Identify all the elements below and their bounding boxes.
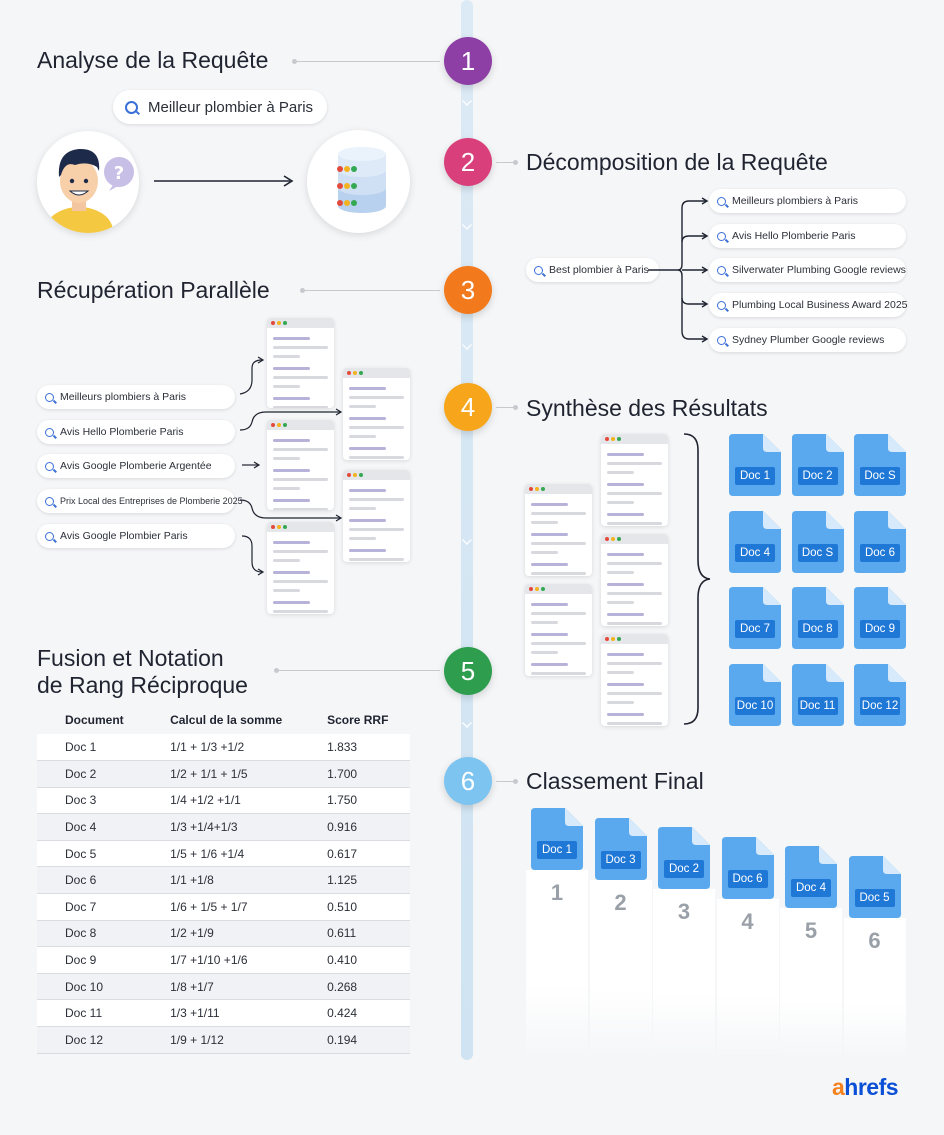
- retrieval-query-pill: Meilleurs plombiers à Paris: [37, 385, 235, 409]
- step-2-title: Décomposition de la Requête: [526, 149, 828, 175]
- result-page-card: [601, 434, 668, 526]
- source-query-pill: [526, 258, 659, 282]
- ranking-podium: [844, 918, 906, 1061]
- table-cell: 1/5 + 1/6 +1/4: [154, 840, 327, 867]
- document-label: Doc 1: [735, 467, 775, 485]
- step-2-marker: 2: [444, 138, 492, 186]
- search-icon: [717, 232, 726, 241]
- column-header: Calcul de la somme: [170, 713, 283, 727]
- document-label: Doc 9: [860, 620, 900, 638]
- retrieval-query-pill: Avis Hello Plomberie Paris: [37, 420, 235, 444]
- table-row: [37, 840, 410, 867]
- table-row: [37, 734, 410, 761]
- document-icon: [854, 587, 906, 649]
- document-icon: [849, 856, 901, 918]
- document-icon: [531, 808, 583, 870]
- document-label: Doc 8: [798, 620, 838, 638]
- document-label: Doc 1: [537, 841, 577, 859]
- svg-text:?: ?: [113, 163, 125, 184]
- document-icon: [595, 818, 647, 880]
- document-icon: [854, 434, 906, 496]
- table-cell: 1.700: [327, 761, 410, 788]
- table-cell: 1/1 + 1/3 +1/2: [154, 734, 327, 761]
- table-cell: 0.424: [327, 1000, 410, 1027]
- document-label: Doc 2: [798, 467, 838, 485]
- document-label: Doc 7: [735, 620, 775, 638]
- document-icon: [854, 664, 906, 726]
- table-cell: 0.611: [327, 920, 410, 947]
- document-label: Doc 4: [791, 879, 831, 897]
- table-row: [37, 1027, 410, 1054]
- table-cell: 1/2 +1/9: [154, 920, 327, 947]
- table-cell: 1/6 + 1/5 + 1/7: [154, 894, 327, 921]
- ranking-podium: [590, 880, 652, 1061]
- step-6-marker: 6: [444, 757, 492, 805]
- table-row: [37, 867, 410, 894]
- document-label: Doc 4: [735, 544, 775, 562]
- document-icon: [729, 587, 781, 649]
- document-icon: [729, 511, 781, 573]
- column-header: Document: [65, 713, 124, 727]
- ranking-podium: [780, 908, 842, 1060]
- document-icon: [792, 587, 844, 649]
- step-3-title: Récupération Parallèle: [37, 277, 270, 303]
- table-cell: Doc 2: [37, 761, 154, 788]
- step-4-marker: 4: [444, 383, 492, 431]
- step-4-title: Synthèse des Résultats: [526, 395, 768, 421]
- connector: [302, 290, 440, 291]
- document-label: Doc 11: [798, 697, 838, 715]
- table-cell: Doc 11: [37, 1000, 154, 1027]
- table-cell: 1/9 + 1/12: [154, 1027, 327, 1054]
- table-cell: 1.750: [327, 787, 410, 814]
- step-5-marker: 5: [444, 647, 492, 695]
- search-icon: [45, 428, 54, 437]
- document-label: Doc 2: [664, 860, 704, 878]
- table-cell: Doc 7: [37, 894, 154, 921]
- search-icon: [717, 266, 726, 275]
- table-cell: 1/1 +1/8: [154, 867, 327, 894]
- table-row: [37, 1000, 410, 1027]
- step-3-marker: 3: [444, 266, 492, 314]
- result-page-card: [601, 634, 668, 726]
- table-cell: 0.194: [327, 1027, 410, 1054]
- table-cell: Doc 4: [37, 814, 154, 841]
- retrieval-query-pill: Avis Google Plombier Paris: [37, 524, 235, 548]
- column-header: Score RRF: [327, 713, 389, 727]
- result-page-card: [525, 484, 592, 576]
- sub-query-pill: Avis Hello Plomberie Paris: [709, 224, 906, 248]
- document-icon: [658, 827, 710, 889]
- document-label: Doc 6: [860, 544, 900, 562]
- table-cell: Doc 3: [37, 787, 154, 814]
- search-icon: [45, 462, 54, 471]
- result-page-card: [343, 470, 410, 562]
- step-5-title: Fusion et Notation: [37, 645, 224, 671]
- ranking-podium: [526, 870, 588, 1060]
- search-query-pill: [113, 90, 327, 124]
- rank-number: 1: [550, 880, 564, 905]
- table-cell: 1/4 +1/2 +1/1: [154, 787, 327, 814]
- table-cell: Doc 9: [37, 947, 154, 974]
- table-cell: 1/2 + 1/1 + 1/5: [154, 761, 327, 788]
- sub-query-pill: Silverwater Plumbing Google reviews: [709, 258, 906, 282]
- document-label: Doc 3: [601, 851, 641, 869]
- search-icon: [717, 197, 726, 206]
- sub-query-pill: Plumbing Local Business Award 2025: [709, 293, 906, 317]
- step-1-marker: 1: [444, 37, 492, 85]
- document-icon: [792, 511, 844, 573]
- retrieval-query-pill: Prix Local des Entreprises de Plomberie 2025: [37, 489, 235, 513]
- connector: [496, 162, 516, 163]
- document-icon: [729, 434, 781, 496]
- table-cell: Doc 5: [37, 840, 154, 867]
- table-cell: Doc 10: [37, 973, 154, 1000]
- search-icon: [125, 101, 138, 114]
- table-cell: Doc 12: [37, 1027, 154, 1054]
- branch-connector: [648, 190, 712, 350]
- rank-number: 6: [868, 927, 881, 953]
- table-cell: Doc 1: [37, 734, 154, 761]
- table-cell: 1/8 +1/7: [154, 973, 327, 1000]
- rank-number: 3: [677, 899, 691, 924]
- document-label: Doc 10: [735, 697, 775, 715]
- document-icon: [792, 434, 844, 496]
- step-1-title: Analyse de la Requête: [37, 47, 269, 73]
- connector: [496, 407, 516, 408]
- table-cell: Doc 6: [37, 867, 154, 894]
- document-icon: [729, 664, 781, 726]
- table-cell: Doc 8: [37, 920, 154, 947]
- connector: [276, 670, 440, 671]
- rank-number: 5: [804, 918, 818, 943]
- ranking-podium: [653, 889, 715, 1060]
- search-icon: [45, 393, 54, 402]
- result-page-card: [343, 368, 410, 460]
- connector: [496, 781, 516, 782]
- search-icon: [717, 336, 726, 345]
- table-cell: 0.268: [327, 973, 410, 1000]
- rank-number: 2: [614, 889, 627, 915]
- document-label: Doc 12: [860, 697, 900, 715]
- table-cell: 0.510: [327, 894, 410, 921]
- document-label: Doc S: [798, 544, 838, 562]
- user-avatar: [37, 131, 139, 233]
- table-cell: 1/7 +1/10 +1/6: [154, 947, 327, 974]
- table-cell: 1/3 +1/4+1/3: [154, 814, 327, 841]
- sub-query-pill: Meilleurs plombiers à Paris: [709, 189, 906, 213]
- step-5-title-line2: de Rang Réciproque: [37, 672, 248, 698]
- step-6-title: Classement Final: [526, 768, 704, 794]
- rank-number: 4: [741, 908, 754, 934]
- document-label: Doc S: [860, 467, 900, 485]
- result-page-card: [525, 584, 592, 676]
- ahrefs-logo: ahrefs: [832, 1074, 899, 1100]
- table-row: [37, 973, 410, 1000]
- connector: [294, 61, 440, 62]
- search-icon: [534, 266, 543, 275]
- table-cell: 0.410: [327, 947, 410, 974]
- table-cell: 1.125: [327, 867, 410, 894]
- table-header-row: [37, 706, 410, 734]
- result-page-card: [601, 534, 668, 626]
- table-cell: 0.617: [327, 840, 410, 867]
- retrieval-arrows: [236, 350, 346, 580]
- source-query-text: Best plombier à Paris: [549, 264, 649, 276]
- document-label: Doc 5: [855, 889, 895, 907]
- ranking-podium: [717, 899, 779, 1061]
- document-icon: [792, 664, 844, 726]
- table-cell: 0.916: [327, 814, 410, 841]
- document-icon: [854, 511, 906, 573]
- table-cell: 1/3 +1/11: [154, 1000, 327, 1027]
- table-row: [37, 947, 410, 974]
- search-icon: [45, 497, 54, 506]
- table-row: [37, 761, 410, 788]
- document-label: Doc 6: [728, 870, 768, 888]
- arrow-right-icon: [152, 174, 296, 188]
- rrf-table: [37, 706, 410, 1054]
- table-cell: 1.833: [327, 734, 410, 761]
- search-icon: [717, 301, 726, 310]
- table-row: [37, 814, 410, 841]
- retrieval-query-pill: Avis Google Plomberie Argentée: [37, 454, 235, 478]
- search-icon: [45, 532, 54, 541]
- brace-icon: [680, 432, 720, 726]
- table-row: [37, 920, 410, 947]
- database-icon: [307, 130, 410, 233]
- table-row: [37, 894, 410, 921]
- document-icon: [722, 837, 774, 899]
- document-icon: [785, 846, 837, 908]
- table-row: [37, 787, 410, 814]
- search-query-text: Meilleur plombier à Paris: [148, 98, 314, 116]
- sub-query-pill: Sydney Plumber Google reviews: [709, 328, 906, 352]
